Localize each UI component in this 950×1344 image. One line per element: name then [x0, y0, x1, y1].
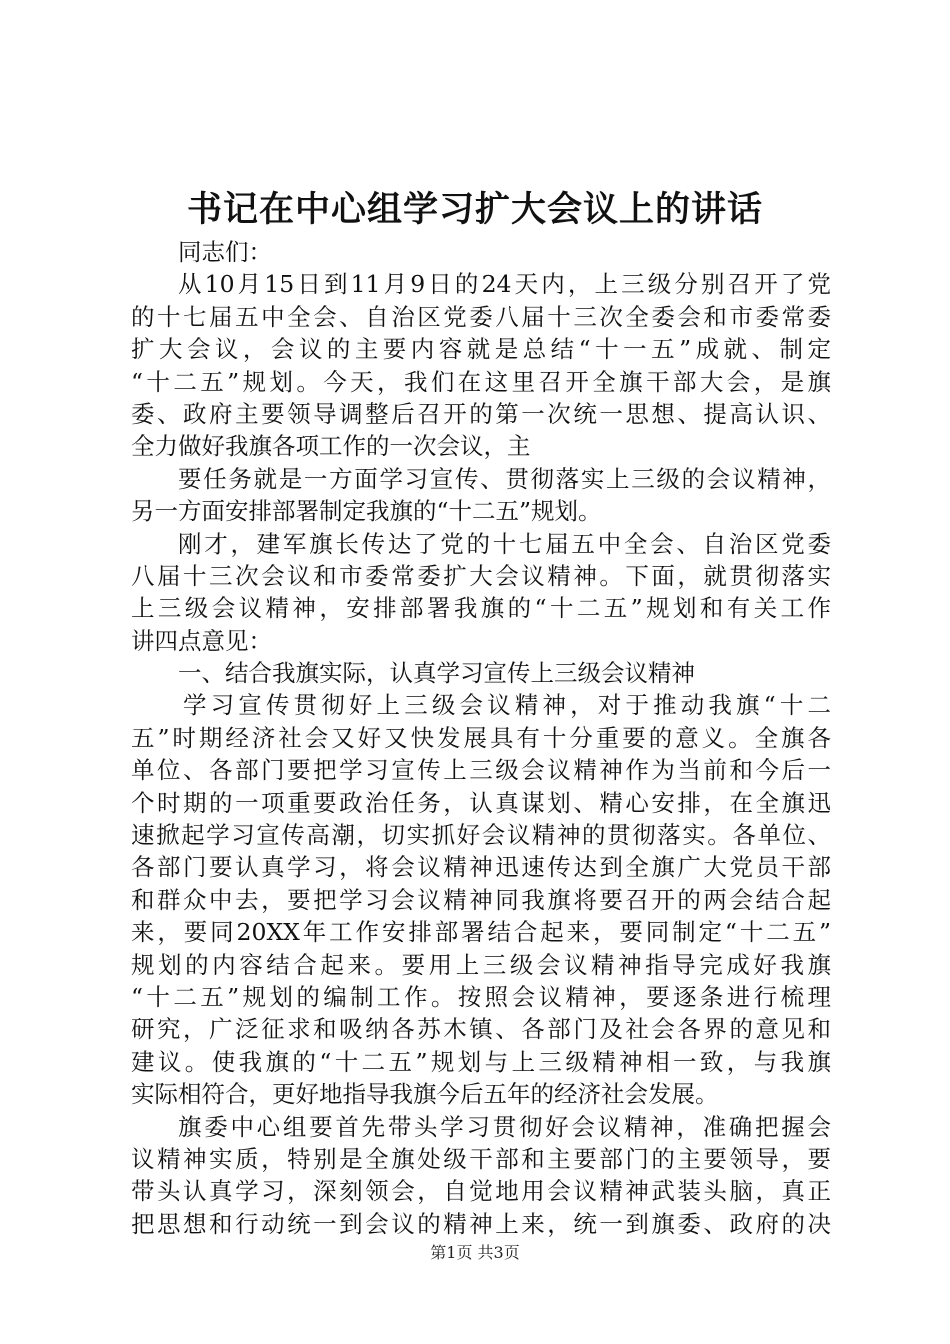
document-body [131, 236, 831, 1240]
paragraph-line: 速掀起学习宣传高潮，切实抓好会议精神的贯彻落实。各单位、 [131, 821, 831, 850]
paragraph-line: “十二五”规划。今天，我们在这里召开全旗干部大会，是旗 [131, 367, 831, 396]
paragraph-line: 单位、各部门要把学习宣传上三级会议精神作为当前和今后一 [131, 756, 831, 785]
paragraph-line: 上三级会议精神，安排部署我旗的“十二五”规划和有关工作 [131, 594, 831, 623]
paragraph-line: 的十七届五中全会、自治区党委八届十三次全委会和市委常委 [131, 302, 831, 331]
paragraph-line: 实际相符合，更好地指导我旗今后五年的经济社会发展。 [131, 1080, 719, 1109]
paragraph-line: 刚才，建军旗长传达了党的十七届五中全会、自治区党委 [178, 529, 831, 558]
paragraph-line: 议精神实质，特别是全旗处级干部和主要部门的主要领导，要 [131, 1144, 831, 1173]
paragraph-line: 带头认真学习，深刻领会，自觉地用会议精神武装头脑，真正 [131, 1177, 831, 1206]
paragraph-line: 要任务就是一方面学习宣传、贯彻落实上三级的会议精神， [178, 464, 831, 493]
section-heading: 一、结合我旗实际，认真学习宣传上三级会议精神 [178, 659, 695, 688]
salutation-line: 同志们： [178, 238, 272, 266]
paragraph-line: 研究，广泛征求和吸纳各苏木镇、各部门及社会各界的意见和 [131, 1015, 831, 1044]
paragraph-line: 委、政府主要领导调整后召开的第一次统一思想、提高认识、 [131, 399, 831, 428]
paragraph-line: 和群众中去，要把学习会议精神同我旗将要召开的两会结合起 [131, 885, 831, 914]
paragraph-line: 全力做好我旗各项工作的一次会议，主 [131, 432, 531, 461]
paragraph-line: 五”时期经济社会又好又快发展具有十分重要的意义。全旗各 [131, 723, 831, 752]
paragraph-line: 另一方面安排部署制定我旗的“十二五”规划。 [131, 497, 602, 526]
paragraph-line: 旗委中心组要首先带头学习贯彻好会议精神，准确把握会 [178, 1112, 831, 1141]
paragraph-line: 来，要同20XX年工作安排部署结合起来，要同制定“十二五” [131, 918, 831, 947]
paragraph-line: 各部门要认真学习，将会议精神迅速传达到全旗广大党员干部 [131, 853, 831, 882]
paragraph-line: 规划的内容结合起来。要用上三级会议精神指导完成好我旗 [131, 950, 831, 979]
paragraph-line: 八届十三次会议和市委常委扩大会议精神。下面，就贯彻落实 [131, 561, 831, 590]
paragraph-line: 从10月15日到11月9日的24天内，上三级分别召开了党 [178, 270, 831, 299]
paragraph-line: 讲四点意见： [131, 626, 272, 655]
paragraph-line: 把思想和行动统一到会议的精神上来，统一到旗委、政府的决 [131, 1209, 831, 1238]
paragraph-line: 扩大会议，会议的主要内容就是总结“十一五”成就、制定 [131, 335, 831, 364]
paragraph-line: 学习宣传贯彻好上三级会议精神，对于推动我旗“十二 [183, 691, 831, 720]
document-title: 书记在中心组学习扩大会议上的讲话 [186, 189, 763, 230]
page-footer: 第1页 共3页 [430, 1243, 520, 1262]
paragraph-line: 建议。使我旗的“十二五”规划与上三级精神相一致，与我旗 [131, 1047, 831, 1076]
paragraph-line: 个时期的一项重要政治任务，认真谋划、精心安排，在全旗迅 [131, 788, 831, 817]
paragraph-line: “十二五”规划的编制工作。按照会议精神，要逐条进行梳理 [131, 982, 831, 1011]
